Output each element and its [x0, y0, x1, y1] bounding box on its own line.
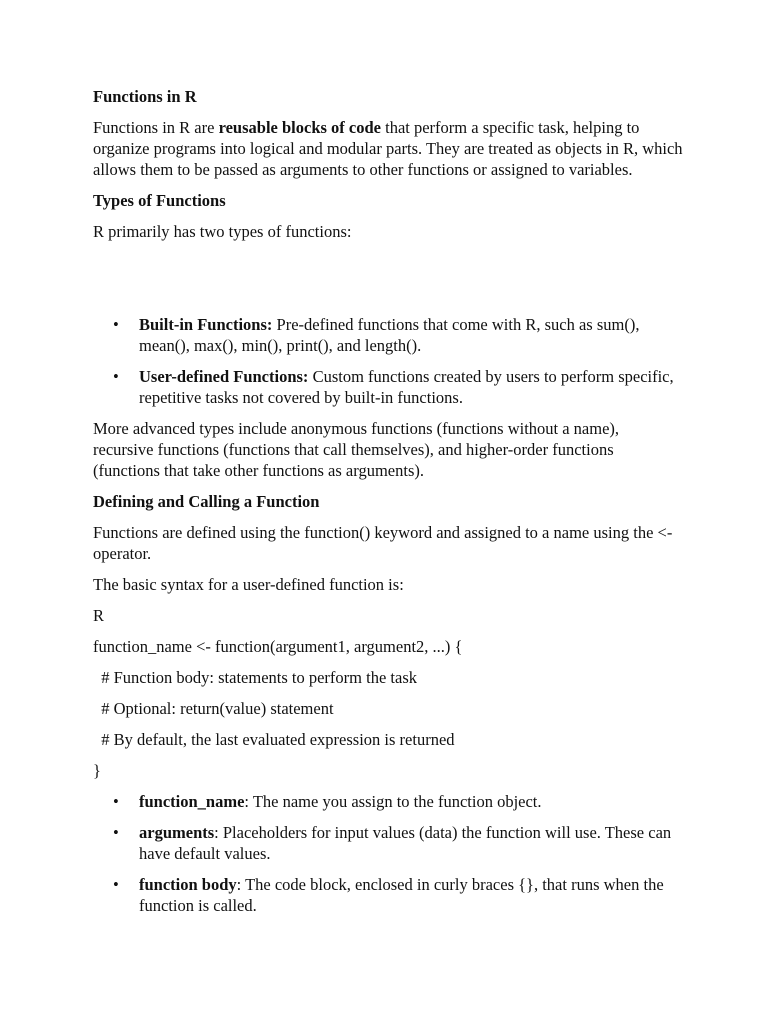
list-item	[93, 366, 683, 408]
list-item	[93, 822, 683, 864]
define-paragraph: Functions are defined using the function() keyword and assigned to a name using the <- operator.	[93, 523, 673, 563]
code-line: function_name <- function(argument1, argument2, ...) {	[93, 637, 463, 656]
blank-space	[93, 252, 683, 314]
bullet-icon: •	[113, 792, 119, 811]
intro-paragraph	[93, 117, 683, 180]
bullet-icon: •	[113, 823, 119, 842]
bullet-icon: •	[113, 367, 119, 386]
list-item-term: arguments	[139, 823, 215, 842]
list-item-text: Custom functions created by users to perform specific, repetitive tasks not covered by built-in functions.	[139, 367, 674, 407]
list-item-text: : Placeholders for input values (data) the function will use. These can have default values.	[139, 823, 672, 863]
intro-text-before: Functions in R are	[93, 118, 219, 137]
list-item-term: User-defined Functions:	[139, 367, 309, 386]
list-item	[93, 874, 683, 916]
types-intro: R primarily has two types of functions:	[93, 222, 352, 241]
list-item-term: function_name	[139, 792, 245, 811]
list-item-text: : The name you assign to the function object.	[244, 792, 542, 811]
code-line: # By default, the last evaluated expression is returned	[93, 730, 455, 749]
parts-list	[93, 791, 683, 916]
code-language-label: R	[93, 606, 105, 625]
list-item	[93, 314, 683, 356]
code-line: # Function body: statements to perform the task	[93, 668, 417, 687]
list-item-term: function body	[139, 875, 237, 894]
code-line: }	[93, 761, 101, 780]
advanced-paragraph: More advanced types include anonymous functions (functions without a name), recursive functions (functions that call themselves), and higher-order functions (functions that take other functions as arguments).	[93, 419, 620, 480]
document-title: Functions in R	[93, 87, 197, 106]
types-heading: Types of Functions	[93, 191, 226, 210]
intro-text-after: that perform a specific task, helping to organize programs into logical and modular parts. They are treated as objects in R, which allows them to be passed as arguments to other functions or assigned to variables.	[93, 118, 683, 179]
types-list	[93, 314, 683, 408]
intro-text-bold: reusable blocks of code	[218, 118, 381, 137]
code-line: # Optional: return(value) statement	[93, 699, 334, 718]
define-heading: Defining and Calling a Function	[93, 492, 320, 511]
bullet-icon: •	[113, 315, 119, 334]
list-item-text: Pre-defined functions that come with R, such as sum(), mean(), max(), min(), print(), and length().	[139, 315, 640, 355]
list-item	[93, 791, 683, 812]
list-item-text: : The code block, enclosed in curly braces {}, that runs when the function is called.	[139, 875, 664, 915]
list-item-term: Built-in Functions:	[139, 315, 273, 334]
bullet-icon: •	[113, 875, 119, 894]
syntax-intro: The basic syntax for a user-defined function is:	[93, 575, 404, 594]
document-page	[93, 86, 683, 926]
